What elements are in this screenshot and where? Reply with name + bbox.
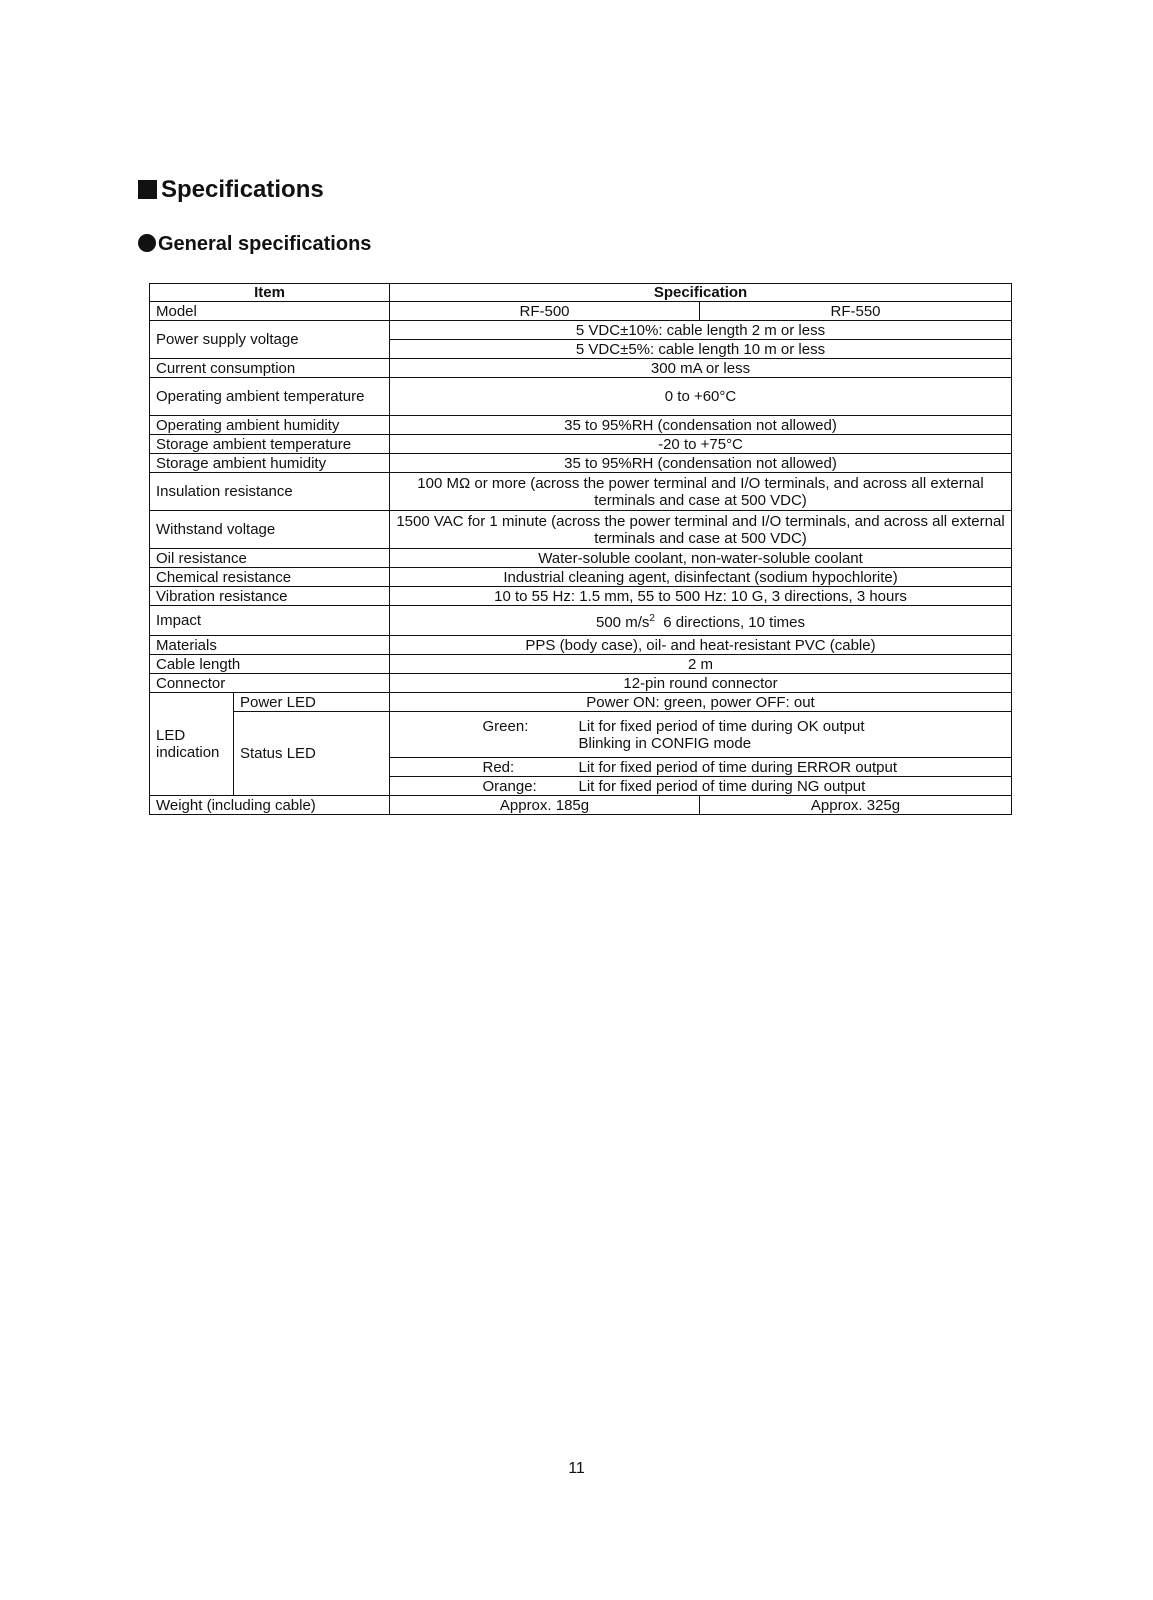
row-value: 10 to 55 Hz: 1.5 mm, 55 to 500 Hz: 10 G, 3 directions, 3 hours	[390, 587, 1012, 606]
led-red-value: Lit for fixed period of time during ERROR output	[578, 758, 897, 776]
row-value: Industrial cleaning agent, disinfectant (sodium hypochlorite)	[390, 568, 1012, 587]
row-value: PPS (body case), oil- and heat-resistant PVC (cable)	[390, 636, 1012, 655]
table-row	[150, 796, 1012, 815]
header-specification: Specification	[390, 284, 1012, 302]
led-green-key: Green:	[482, 717, 529, 735]
row-label: Oil resistance	[150, 549, 390, 568]
table-row	[150, 416, 1012, 435]
table-row	[150, 587, 1012, 606]
general-specifications-table	[149, 283, 1012, 815]
led-orange-value: Lit for fixed period of time during NG output	[578, 777, 866, 795]
table-row	[150, 636, 1012, 655]
row-label: Connector	[150, 674, 390, 693]
impact-value-pre: 500 m/s	[596, 614, 650, 631]
section-title	[138, 233, 371, 256]
table-row	[150, 549, 1012, 568]
table-row	[150, 321, 1012, 340]
model-a: RF-500	[390, 302, 700, 321]
power-spec-1: 5 VDC±10%: cable length 2 m or less	[390, 321, 1012, 340]
table-row	[150, 693, 1012, 712]
row-value: 2 m	[390, 655, 1012, 674]
row-label: Current consumption	[150, 359, 390, 378]
row-label: Power supply voltage	[150, 321, 390, 359]
page-number: 11	[568, 1460, 585, 1477]
row-value: Water-soluble coolant, non-water-soluble coolant	[390, 549, 1012, 568]
row-label: Materials	[150, 636, 390, 655]
row-label: Weight (including cable)	[150, 796, 390, 815]
row-value: 1500 VAC for 1 minute (across the power terminal and I/O terminals, and across all external terminals and case at 500 VDC)	[390, 511, 1012, 549]
row-label: Withstand voltage	[150, 511, 390, 549]
table-row	[150, 655, 1012, 674]
model-b: RF-550	[700, 302, 1012, 321]
row-label: Cable length	[150, 655, 390, 674]
weight-a: Approx. 185g	[390, 796, 700, 815]
led-green-value: Lit for fixed period of time during OK output Blinking in CONFIG mode	[578, 717, 865, 752]
row-label: Vibration resistance	[150, 587, 390, 606]
row-label: Operating ambient humidity	[150, 416, 390, 435]
table-row	[150, 606, 1012, 636]
table-row	[150, 378, 1012, 416]
circle-bullet-icon	[138, 234, 156, 252]
row-value: 0 to +60°C	[390, 378, 1012, 416]
weight-b: Approx. 325g	[700, 796, 1012, 815]
section-title-text: General specifications	[158, 233, 372, 255]
row-label: Insulation resistance	[150, 473, 390, 511]
row-value: 100 MΩ or more (across the power terminal and I/O terminals, and across all external terminals and case at 500 VDC)	[390, 473, 1012, 511]
page-title-text: Specifications	[161, 176, 324, 203]
table-row	[150, 302, 1012, 321]
row-value: 35 to 95%RH (condensation not allowed)	[390, 454, 1012, 473]
impact-value-post: 6 directions, 10 times	[663, 614, 805, 631]
page-title	[138, 176, 324, 204]
row-value	[390, 606, 1012, 636]
row-label: Storage ambient temperature	[150, 435, 390, 454]
led-indication-label: LED indication	[150, 693, 234, 796]
row-label: Impact	[150, 606, 390, 636]
table-row	[150, 511, 1012, 549]
row-value: 35 to 95%RH (condensation not allowed)	[390, 416, 1012, 435]
table-row	[150, 674, 1012, 693]
table-row	[150, 359, 1012, 378]
row-label: Operating ambient temperature	[150, 378, 390, 416]
row-value: 12-pin round connector	[390, 674, 1012, 693]
row-label: Status LED	[234, 712, 390, 796]
row-value: -20 to +75°C	[390, 435, 1012, 454]
table-row	[150, 712, 1012, 758]
led-green	[390, 712, 1012, 758]
row-label: Chemical resistance	[150, 568, 390, 587]
table-row	[150, 568, 1012, 587]
row-label: Storage ambient humidity	[150, 454, 390, 473]
table-row	[150, 454, 1012, 473]
led-orange-key: Orange:	[482, 777, 537, 795]
header-item: Item	[150, 284, 390, 302]
table-row	[150, 473, 1012, 511]
led-red	[390, 758, 1012, 777]
row-label: Model	[150, 302, 390, 321]
impact-value-sup: 2	[649, 613, 655, 624]
power-spec-2: 5 VDC±5%: cable length 10 m or less	[390, 340, 1012, 359]
led-red-key: Red:	[482, 758, 515, 776]
square-bullet-icon	[138, 180, 157, 199]
row-value: 300 mA or less	[390, 359, 1012, 378]
row-value: Power ON: green, power OFF: out	[390, 693, 1012, 712]
table-row	[150, 284, 1012, 302]
led-orange	[390, 777, 1012, 796]
row-label: Power LED	[234, 693, 390, 712]
table-row	[150, 435, 1012, 454]
